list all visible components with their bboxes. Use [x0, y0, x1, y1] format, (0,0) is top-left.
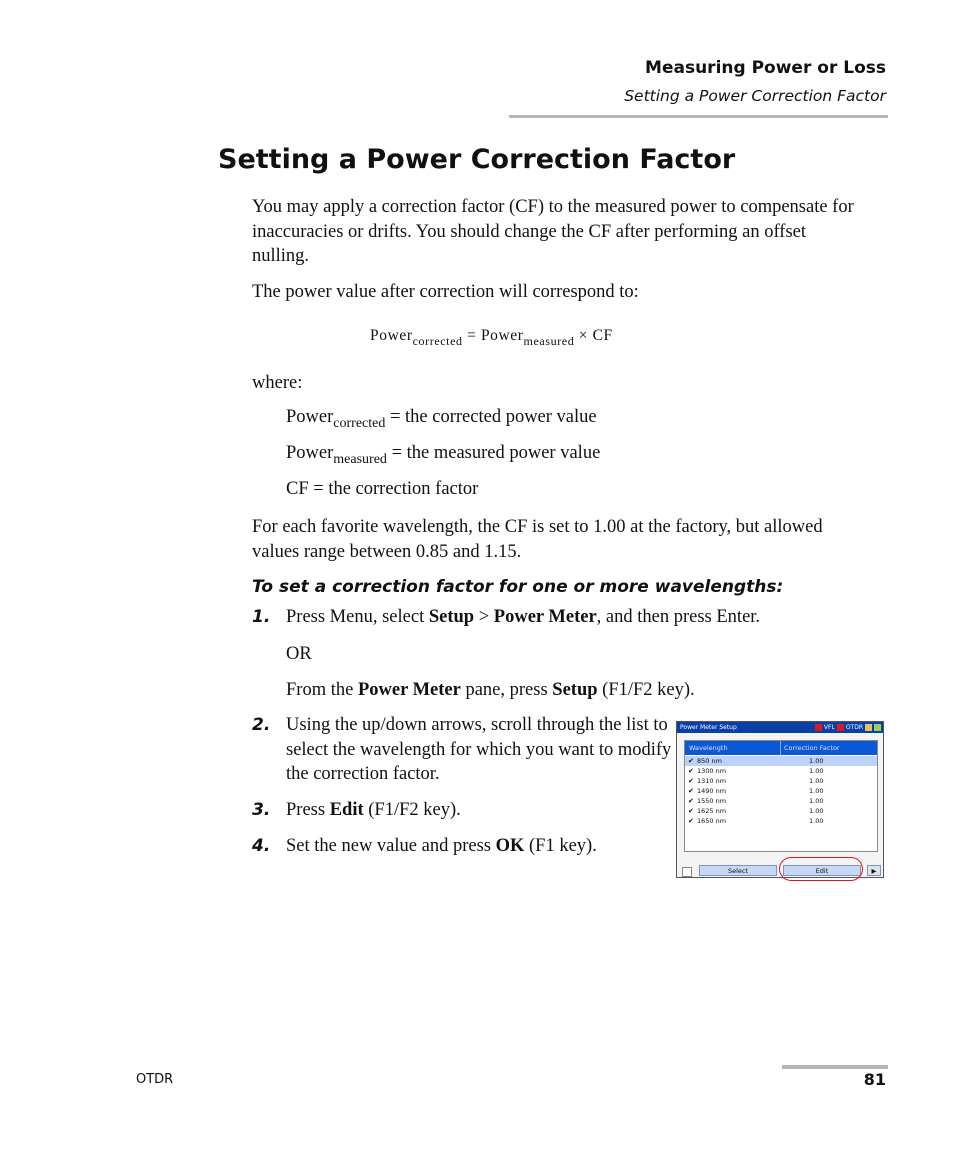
correction-formula	[370, 327, 613, 349]
battery-icon	[874, 724, 881, 731]
step-or: OR	[286, 644, 312, 664]
menu-term: Power Meter	[357, 680, 461, 700]
otdr-indicator-icon	[837, 724, 844, 731]
definition-term-sub: corrected	[333, 416, 386, 431]
menu-term: Setup	[552, 680, 598, 700]
running-header-chapter: Measuring Power or Loss	[645, 58, 886, 78]
step-number: 2.	[252, 715, 271, 735]
step-text-part: Set the new value and press	[286, 836, 496, 856]
row-correction-factor: 1.00	[809, 797, 824, 805]
step-text	[286, 605, 760, 630]
formula-tail: × CF	[574, 327, 613, 344]
row-correction-factor: 1.00	[809, 767, 824, 775]
definition-term-sub: measured	[333, 452, 387, 467]
row-wavelength: 1310 nm	[697, 777, 727, 785]
menu-term: Setup	[428, 607, 475, 627]
step-alternative-text	[286, 678, 695, 703]
formula-lhs-sub: corrected	[412, 334, 463, 348]
formula-rhs-sub: measured	[523, 334, 575, 348]
row-wavelength: 1650 nm	[697, 817, 727, 825]
formula-rhs: Power	[480, 327, 524, 344]
row-correction-factor: 1.00	[809, 817, 824, 825]
checkmark-icon: ✔	[688, 767, 694, 775]
step-text-part: Press Menu, select	[286, 607, 429, 627]
power-meter-setup-screenshot	[676, 721, 884, 878]
definition-item	[286, 407, 597, 432]
step-text-part: Press	[286, 800, 330, 820]
row-correction-factor: 1.00	[809, 777, 824, 785]
checkmark-icon: ✔	[688, 777, 694, 785]
row-wavelength: 1300 nm	[697, 767, 727, 775]
step-text-part: , and then press Enter.	[596, 607, 761, 627]
procedure-title: To set a correction factor for one or more wavelengths:	[252, 577, 784, 597]
step-number: 3.	[252, 800, 271, 820]
definition-term: CF	[286, 479, 309, 499]
checkmark-icon: ✔	[688, 817, 694, 825]
step-text-part: >	[474, 607, 494, 627]
step-text-part: From the	[286, 680, 358, 700]
footer-product: OTDR	[136, 1072, 174, 1087]
table-row[interactable]	[685, 786, 877, 796]
row-wavelength: 850 nm	[697, 757, 722, 765]
formula-lhs: Power	[370, 327, 413, 344]
definition-term: Power	[286, 443, 334, 463]
device-title-bar	[677, 722, 883, 733]
step-text-part: (F1/F2 key).	[597, 680, 695, 700]
column-header-correction-factor: Correction Factor	[784, 744, 840, 752]
step-number: 1.	[252, 607, 271, 627]
step-text	[286, 798, 461, 823]
page-number: 81	[863, 1070, 886, 1089]
row-wavelength: 1490 nm	[697, 787, 727, 795]
checkmark-icon: ✔	[688, 807, 694, 815]
tools-icon	[865, 724, 872, 731]
table-row[interactable]	[685, 806, 877, 816]
menu-term: Power Meter	[493, 607, 597, 627]
checkmark-icon: ✔	[688, 787, 694, 795]
definition-item	[286, 443, 600, 468]
more-arrow-icon[interactable]: ▶	[867, 865, 881, 876]
step-text-part: (F1/F2 key).	[363, 800, 461, 820]
formula-equals: =	[462, 327, 481, 344]
step-number: 4.	[252, 836, 271, 856]
definition-item	[286, 479, 478, 500]
table-row[interactable]	[685, 756, 877, 766]
table-header	[685, 741, 877, 755]
section-title: Setting a Power Correction Factor	[218, 144, 736, 175]
table-row[interactable]	[685, 766, 877, 776]
table-row[interactable]	[685, 816, 877, 826]
row-correction-factor: 1.00	[809, 787, 824, 795]
device-title: Power Meter Setup	[680, 724, 737, 731]
step-text	[286, 834, 597, 859]
menu-term: OK	[495, 836, 525, 856]
menu-term: Edit	[329, 800, 364, 820]
where-label: where:	[252, 373, 303, 393]
cf-range-paragraph: For each favorite wavelength, the CF is set to 1.00 at the factory, but allowed values range between 0.85 and 1.15.	[252, 517, 823, 562]
column-divider	[780, 741, 781, 755]
select-button[interactable]: Select	[699, 865, 777, 876]
edit-button-highlight	[779, 857, 863, 881]
definition-text: = the measured power value	[386, 443, 601, 463]
definition-term: Power	[286, 407, 334, 427]
device-status-area	[815, 723, 881, 732]
device-checkbox[interactable]	[682, 867, 692, 877]
intro-paragraph: You may apply a correction factor (CF) to the measured power to compensate for inaccuracies or drifts. You should change the CF after performing an offset nulling.	[252, 197, 854, 266]
step-text: Using the up/down arrows, scroll through the list to select the wavelength for which you want to modify the correction factor.	[286, 715, 672, 784]
checkmark-icon: ✔	[688, 757, 694, 765]
otdr-label: OTDR	[845, 724, 863, 731]
step-text-part: (F1 key).	[524, 836, 597, 856]
definition-text: = the corrected power value	[385, 407, 597, 427]
table-row[interactable]	[685, 796, 877, 806]
row-correction-factor: 1.00	[809, 807, 824, 815]
column-header-wavelength: Wavelength	[689, 744, 728, 752]
header-rule	[509, 115, 888, 118]
checkmark-icon: ✔	[688, 797, 694, 805]
row-correction-factor: 1.00	[809, 757, 824, 765]
row-wavelength: 1550 nm	[697, 797, 727, 805]
vfl-label: VFL	[823, 724, 835, 731]
definition-text: = the correction factor	[308, 479, 479, 499]
row-wavelength: 1625 nm	[697, 807, 727, 815]
footer-rule	[782, 1065, 888, 1069]
edit-button[interactable]: Edit	[783, 865, 861, 876]
running-header-section: Setting a Power Correction Factor	[624, 87, 886, 105]
table-row[interactable]	[685, 776, 877, 786]
wavelength-table	[684, 740, 878, 852]
step-text-part: pane, press	[460, 680, 553, 700]
formula-lead-paragraph: The power value after correction will correspond to:	[252, 282, 639, 302]
vfl-indicator-icon	[815, 724, 822, 731]
